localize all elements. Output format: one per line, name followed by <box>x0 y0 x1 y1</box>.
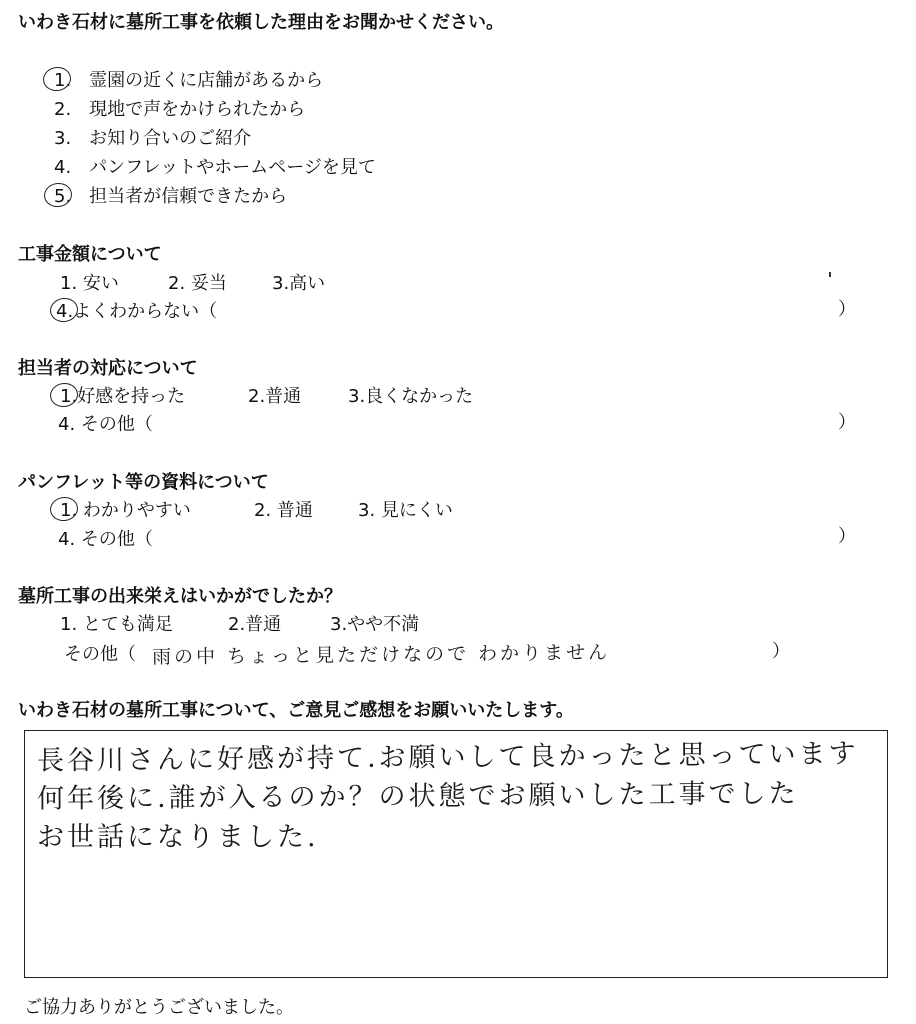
q1-option-1: 1. 霊園の近くに店舗があるから <box>54 70 324 91</box>
q3-option-2: 2.普通 <box>248 386 302 407</box>
q1-heading: いわき石材に墓所工事を依頼した理由をお聞かせください。 <box>18 12 504 33</box>
thank-you-footer: ご協力ありがとうございました。 <box>24 997 294 1018</box>
q4-heading: パンフレット等の資料について <box>18 472 269 493</box>
q4-option-1: 1. わかりやすい <box>60 500 191 521</box>
q5-close-paren: ） <box>772 641 790 662</box>
q5-option-2: 2.普通 <box>228 614 282 635</box>
q6-heading: いわき石材の墓所工事について、ご意見ご感想をお願いいたします。 <box>18 700 574 721</box>
q3-option-other: 4. その他（ <box>58 414 153 435</box>
q5-handwritten-answer: 雨の中 ちょっと見ただけなので わかりません <box>151 641 611 669</box>
q4-close-paren: ） <box>838 526 856 547</box>
q3-close-paren: ） <box>838 412 856 433</box>
q2-option-1: 1. 安い <box>60 273 119 294</box>
q3-option-3: 3.良くなかった <box>348 386 474 407</box>
q2-close-paren: ） <box>838 299 856 320</box>
q5-option-other: その他（ <box>64 644 136 665</box>
comment-line-2: 何年後に.誰が入るのか？の状態でお願いした工事でした <box>36 778 799 815</box>
q5-heading: 墓所工事の出来栄えはいかがでしたか？ <box>18 586 342 607</box>
q2-option-2: 2. 妥当 <box>168 273 227 294</box>
q1-option-4: 4. パンフレットやホームページを見て <box>54 157 376 178</box>
q3-option-1: 1.好感を持った <box>60 386 186 407</box>
q1-option-5: 5. 担当者が信頼できたから <box>54 186 288 207</box>
q1-option-3: 3. お知り合いのご紹介 <box>54 128 252 149</box>
comment-line-3: お世話になりました. <box>37 822 319 853</box>
q5-option-1: 1. とても満足 <box>60 614 173 635</box>
ink-speck <box>829 272 831 277</box>
q5-option-3: 3.やや不満 <box>330 614 420 635</box>
q4-option-other: 4. その他（ <box>58 529 153 550</box>
q2-heading: 工事金額について <box>18 244 162 265</box>
q3-heading: 担当者の対応について <box>18 358 198 379</box>
q1-option-2: 2. 現地で声をかけられたから <box>54 99 306 120</box>
q4-option-2: 2. 普通 <box>254 500 313 521</box>
q4-option-3: 3. 見にくい <box>358 500 453 521</box>
q2-option-other: 4.よくわからない（ <box>56 301 218 322</box>
q2-option-3: 3.高い <box>272 273 326 294</box>
comment-box <box>24 730 888 978</box>
comment-line-1: 長谷川さんに好感が持て.お願いして良かったと思っています <box>36 738 859 777</box>
